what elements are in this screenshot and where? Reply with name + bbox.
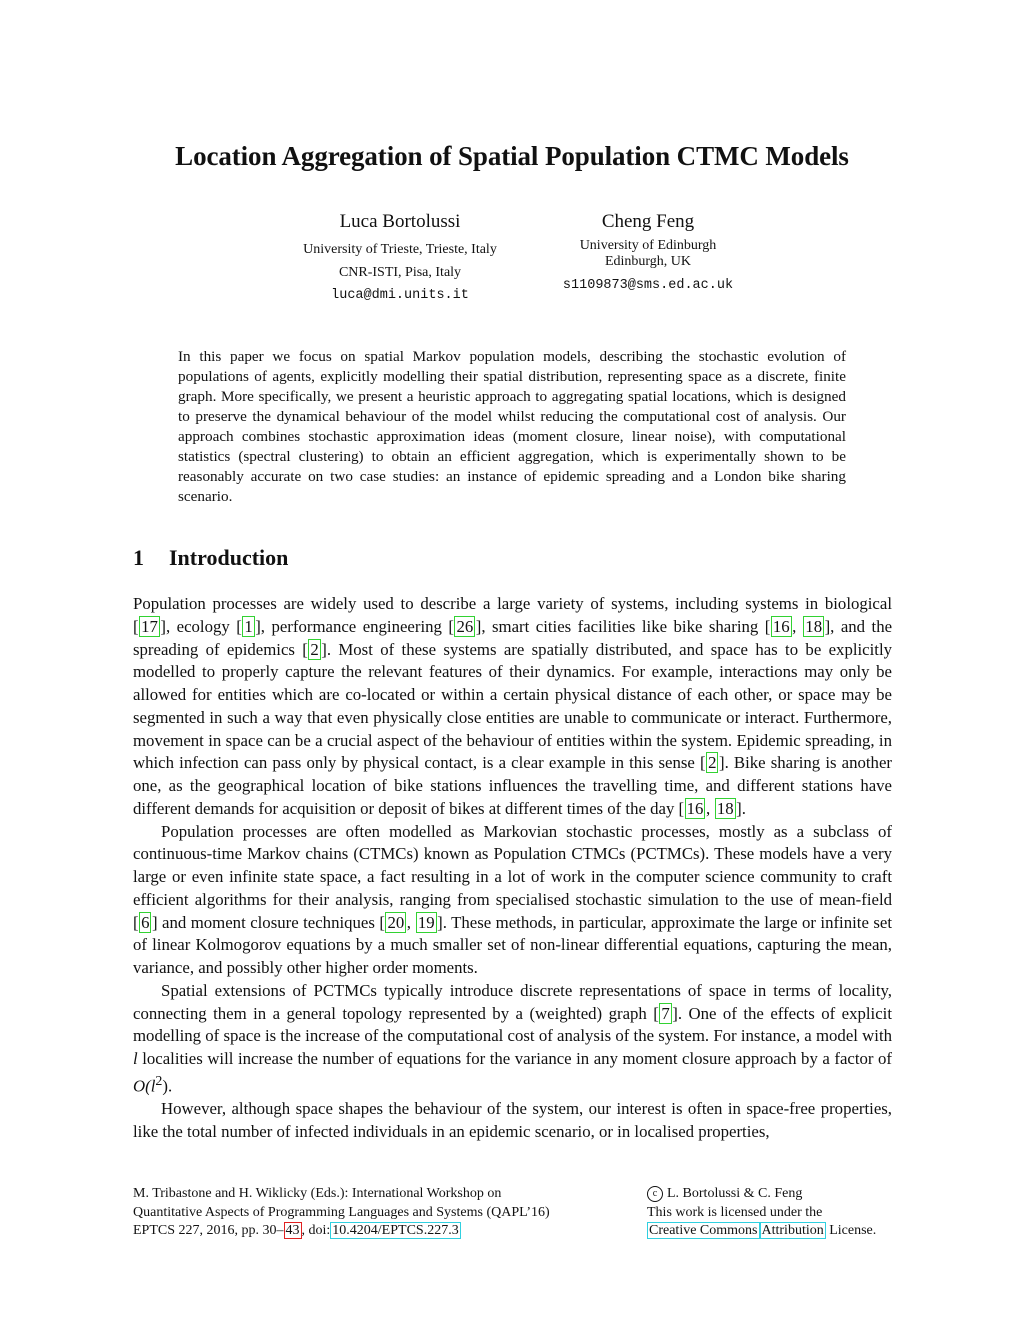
doi-link[interactable]: 10.4204/EPTCS.227.3 <box>332 1223 459 1238</box>
citation-link[interactable]: 19 <box>417 912 435 932</box>
text-run: ]. Bike sharing is another one, as the geographical location of bike stations influences the travelling time, and different stations have different demands for acquisition or deposit of bikes at different times of the day [ <box>133 753 892 818</box>
author-affiliation: University of Trieste, Trieste, Italy <box>303 242 497 257</box>
footer-line <box>133 1222 550 1241</box>
paragraph-3 <box>133 980 892 1098</box>
citation-link[interactable]: 20 <box>387 912 405 932</box>
text-run: , <box>705 798 715 818</box>
text-run: ]. These methods, in particular, approximate the large or infinite set of linear Kolmogorov equations by a much smaller set of non-linear differential equations, capturing the mean, variance, and possibly other higher order moments. <box>133 912 892 977</box>
text-run: ]. <box>736 798 746 818</box>
footer-line <box>647 1185 876 1204</box>
author-email[interactable]: luca@dmi.units.it <box>331 288 469 303</box>
author-affiliation: CNR-ISTI, Pisa, Italy <box>338 265 462 280</box>
text-run: , <box>406 912 416 932</box>
text-run: , <box>792 616 803 636</box>
author-block-2 <box>538 208 758 297</box>
citation-link[interactable]: 17 <box>141 616 158 636</box>
body-text <box>133 593 892 1144</box>
text-run: ], smart cities facilities like bike sharing [ <box>475 616 771 636</box>
section-heading <box>133 545 288 571</box>
text-run: ]. One of the effects of explicit modelling of space is the increase of the computational cost of analysis of the system. For instance, a model with <box>133 1003 892 1046</box>
creative-commons-link[interactable]: Creative Commons <box>649 1223 758 1238</box>
paragraph-2 <box>133 821 892 980</box>
footer-line: This work is licensed under the <box>647 1204 823 1220</box>
citation-link[interactable]: 2 <box>310 639 319 659</box>
math-expression: O(l <box>133 1076 156 1096</box>
citation-link[interactable]: 18 <box>805 616 823 636</box>
citation-link[interactable]: 7 <box>661 1003 670 1023</box>
text-run: localities will increase the number of equations for the variance in any moment closure approach by a factor of <box>137 1049 892 1068</box>
text-run: ], performance engineering [ <box>255 616 454 636</box>
text-run: ]. Most of these systems are spatially distributed, and space has to be explicitly modelled to properly capture the relevant features of their dynamics. For example, interactions may only be allowed for entities which are co-located or within a certain physical distance of each other, or space may be segmented in such a way that even physically close entities are unable to communicate or interact. Furthermore, movement in space can be a crucial aspect of the behaviour of entities within the system. Epidemic spreading, in which infection can pass only by physical contact, is a clear example in this sense [ <box>133 639 892 773</box>
text-run: . <box>167 1076 173 1096</box>
footer-line: M. Tribastone and H. Wiklicky (Eds.): International Workshop on <box>133 1186 502 1201</box>
math-paren: ) <box>162 1076 168 1096</box>
citation-link[interactable]: 2 <box>708 753 717 773</box>
footer-license <box>647 1185 876 1241</box>
paper-title: Location Aggregation of Spatial Population CTMC Models <box>175 141 849 171</box>
text-run: EPTCS 227, 2016, pp. 30– <box>133 1223 284 1238</box>
author-name: Cheng Feng <box>601 211 695 232</box>
footer-line: Quantitative Aspects of Programming Languages and Systems (QAPL’16) <box>133 1204 550 1220</box>
author-email[interactable]: s1109873@sms.ed.ac.uk <box>562 278 734 293</box>
citation-link[interactable]: 16 <box>686 798 704 818</box>
math-variable: l <box>133 1049 138 1068</box>
text-run: Spatial extensions of PCTMCs typically introduce discrete representations of space in terms of locality, connecting them in a general topology represented by a (weighted) graph [ <box>133 980 892 1023</box>
author-affiliation: Edinburgh, UK <box>604 254 692 269</box>
paragraph-4: However, although space shapes the behaviour of the system, our interest is often in space-free properties, like the total number of infected individuals in an epidemic scenario, or in localised properties, <box>133 1099 892 1141</box>
text-run: ], ecology [ <box>160 616 242 636</box>
footer-line <box>647 1222 876 1241</box>
author-name: Luca Bortolussi <box>339 211 461 232</box>
citation-link[interactable]: 16 <box>772 616 790 636</box>
section-number: 1 <box>133 545 144 570</box>
citation-link[interactable]: 1 <box>244 616 253 636</box>
paragraph-1 <box>133 593 892 821</box>
attribution-link[interactable]: Attribution <box>761 1223 824 1238</box>
text-run: Population processes are widely used to describe a large variety of systems, including systems in biological [ <box>133 594 892 636</box>
text-run: ], and the spreading of epidemics [ <box>133 616 893 659</box>
text-run: Population processes are often modelled as Markovian stochastic processes, mostly as a subclass of continuous-time Markov chains (CTMCs) known as Population CTMCs (PCTMCs). These models have a very large or even infinite state space, a fact resulting in a lot of work in the computer science community to craft efficient algorithms for their analysis, ranging from specialised stochastic simulation to the use of mean-field [ <box>133 821 892 932</box>
author-block-1 <box>280 208 520 307</box>
text-run: , doi: <box>301 1223 331 1238</box>
math-superscript: 2 <box>155 1073 163 1089</box>
section-title: Introduction <box>169 545 289 570</box>
text-run: License. <box>825 1223 877 1238</box>
citation-link[interactable]: 6 <box>141 912 150 932</box>
footer-publication-info <box>133 1185 550 1241</box>
last-page-link[interactable]: 43 <box>285 1223 300 1238</box>
abstract: In this paper we focus on spatial Markov population models, describing the stochastic evolution of populations of agents, explicitly modelling their spatial distribution, representing space as a discrete, finite graph. More specifically, we present a heuristic approach to aggregating spatial locations, which is designed to preserve the dynamical behaviour of the model whilst reducing the computational cost of analysis. Our approach combines stochastic approximation ideas (moment closure, linear noise), with computational statistics (spectral clustering) to obtain an efficient aggregation, which is experimentally shown to be reasonably accurate on two case studies: an instance of epidemic spreading and a London bike sharing scenario. <box>178 348 846 505</box>
copyright-icon: c <box>647 1186 663 1202</box>
copyright-holders: L. Bortolussi & C. Feng <box>667 1186 803 1201</box>
author-affiliation: University of Edinburgh <box>579 238 717 253</box>
citation-link[interactable]: 18 <box>716 798 734 818</box>
citation-link[interactable]: 26 <box>456 616 474 636</box>
text-run: ] and moment closure techniques [ <box>151 912 385 932</box>
